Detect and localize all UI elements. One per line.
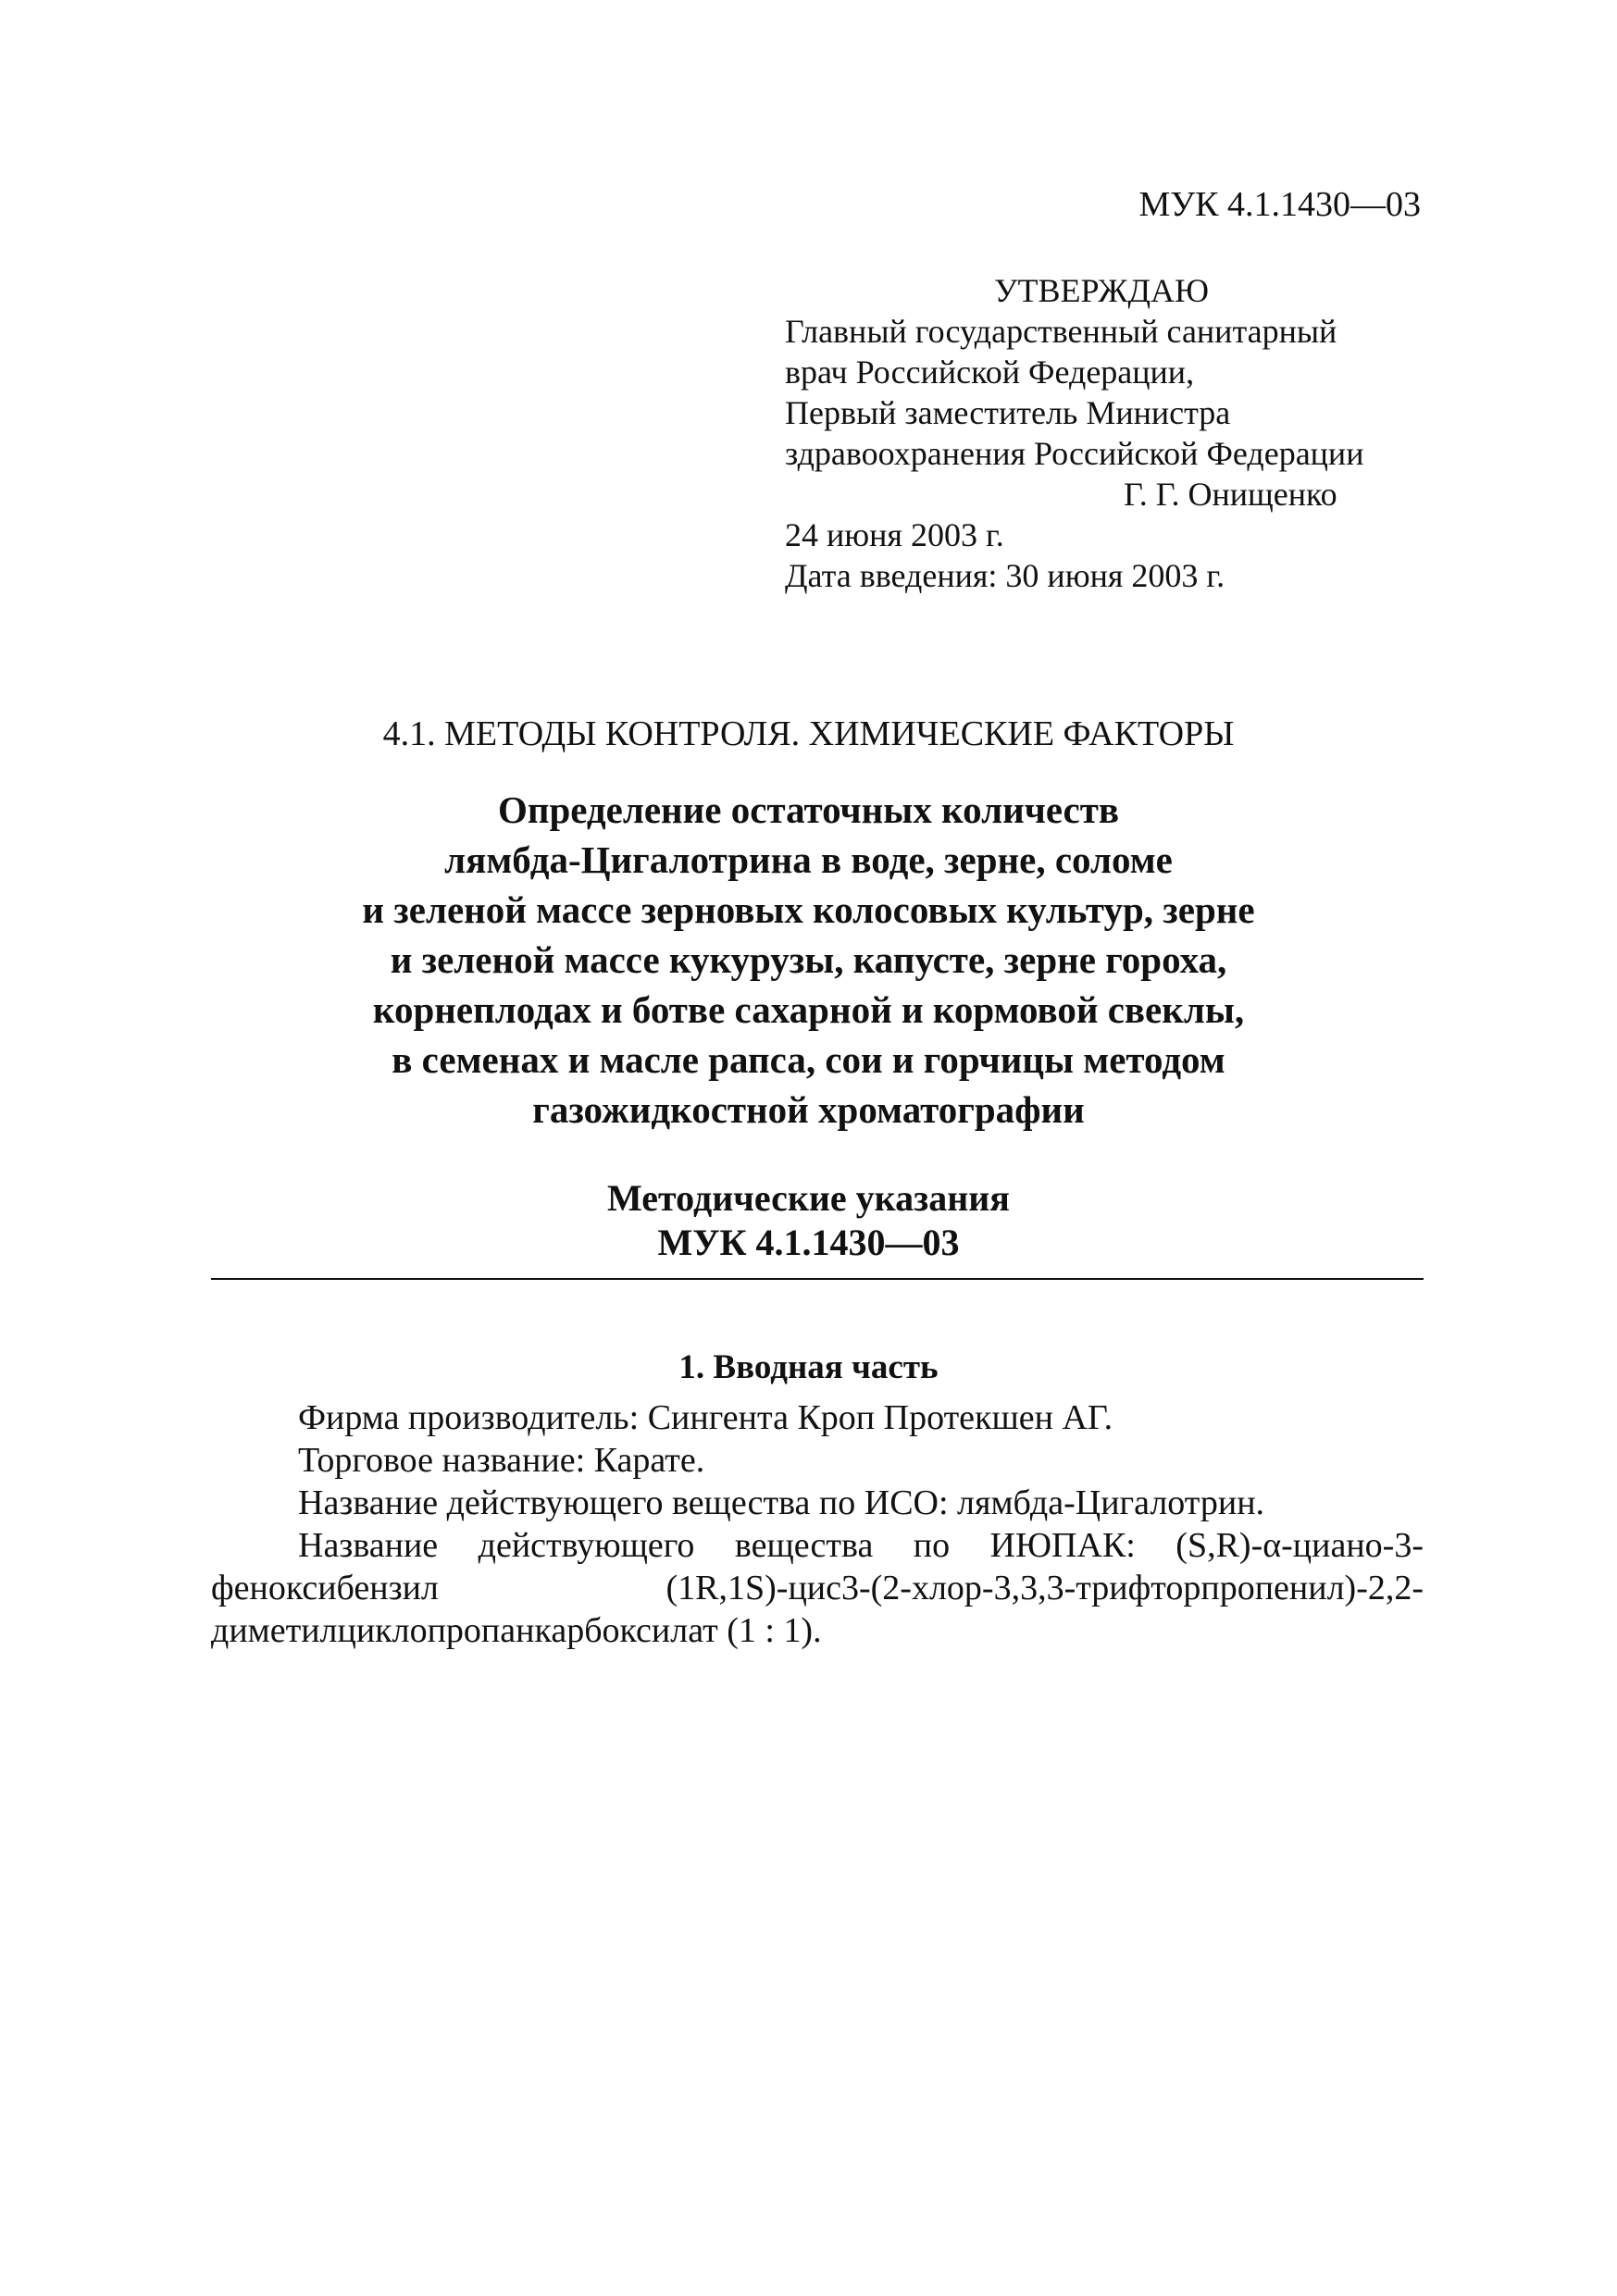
- trade-name-paragraph: Торговое название: Карате.: [298, 1441, 705, 1480]
- approval-line: здравоохранения Российской Федерации: [785, 435, 1364, 472]
- approval-block: [785, 270, 1433, 596]
- iupac-line: феноксибензил (1R,1S)-цис3-(2-хлор-3,3,3-трифторпропенил)-2,2-: [211, 1569, 1424, 1607]
- intro-heading: 1. Вводная часть: [678, 1348, 939, 1386]
- document-code: МУК 4.1.1430—03: [1138, 185, 1421, 224]
- title-line: газожидкостной хроматографии: [532, 1088, 1085, 1131]
- subtitle-code: МУК 4.1.1430—03: [657, 1222, 960, 1263]
- iupac-name-paragraph: [211, 1524, 1424, 1652]
- document-subtitle: [0, 1176, 1617, 1265]
- title-line: в семенах и масле рапса, сои и горчицы методом: [392, 1038, 1225, 1081]
- title-line: корнеплодах и ботве сахарной и кормовой свеклы,: [372, 988, 1245, 1031]
- approval-heading: УТВЕРЖДАЮ: [994, 272, 1210, 309]
- iupac-line: Название действующего вещества по ИЮПАК: (S,R)-α-циано-3-: [298, 1526, 1424, 1565]
- effective-date: Дата введения: 30 июня 2003 г.: [785, 557, 1225, 594]
- approval-line: врач Российской Федерации,: [785, 354, 1195, 391]
- approval-signatory: Г. Г. Онищенко: [1124, 476, 1337, 513]
- title-line: и зеленой массе зерновых колосовых культур, зерне: [362, 888, 1255, 931]
- title-line: лямбда-Цигалотрина в воде, зерне, соломе: [444, 838, 1173, 881]
- horizontal-rule: [211, 1278, 1424, 1280]
- intro-section: [211, 1396, 1424, 1652]
- section-heading: 4.1. МЕТОДЫ КОНТРОЛЯ. ХИМИЧЕСКИЕ ФАКТОРЫ: [382, 714, 1235, 753]
- iupac-line: диметилциклопропанкарбоксилат (1 : 1).: [211, 1611, 822, 1650]
- document-title: [0, 785, 1617, 1135]
- approval-date: 24 июня 2003 г.: [785, 516, 1004, 553]
- manufacturer-paragraph: Фирма производитель: Сингента Кроп Протекшен АГ.: [298, 1398, 1113, 1437]
- iso-name-paragraph: Название действующего вещества по ИСО: лямбда-Цигалотрин.: [298, 1483, 1265, 1522]
- title-line: и зеленой массе кукурузы, капусте, зерне гороха,: [390, 938, 1227, 981]
- approval-line: Первый заместитель Министра: [785, 394, 1231, 431]
- subtitle-kind: Методические указания: [607, 1177, 1010, 1219]
- approval-line: Главный государственный санитарный: [785, 313, 1337, 350]
- title-line: Определение остаточных количеств: [497, 788, 1120, 831]
